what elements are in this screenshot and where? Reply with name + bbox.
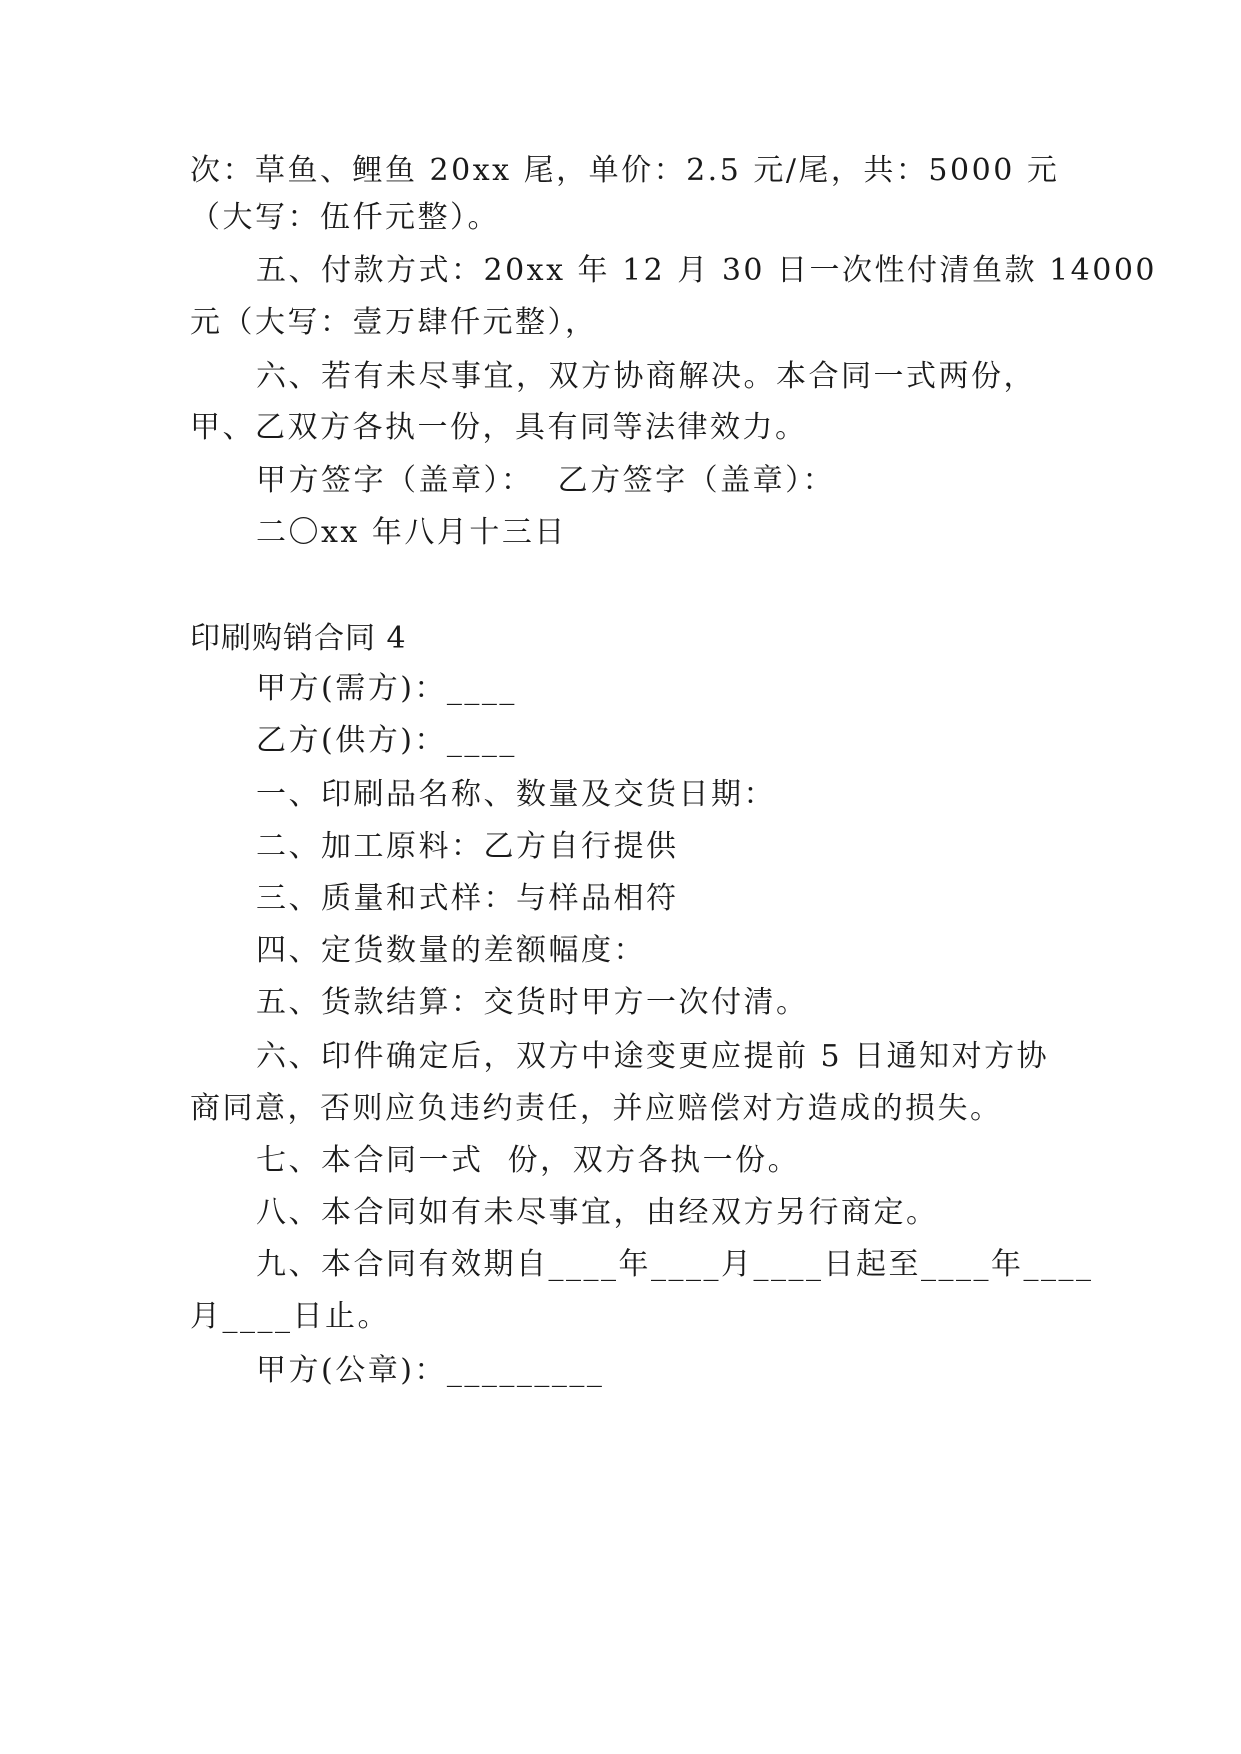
text-line-6: 甲、乙双方各执一份，具有同等法律效力。 xyxy=(190,410,808,445)
party-b-line: 乙方(供方)：____ xyxy=(256,723,517,758)
clause-9-continued: 月____日止。 xyxy=(190,1299,390,1334)
clause-7: 七、本合同一式 份，双方各执一份。 xyxy=(256,1143,801,1178)
clause-6: 六、印件确定后，双方中途变更应提前 5 日通知对方协 xyxy=(256,1039,1050,1074)
clause-1: 一、印刷品名称、数量及交货日期： xyxy=(256,777,776,812)
text-line-4: 元（大写：壹万肆仟元整）， xyxy=(190,305,598,340)
clause-8: 八、本合同如有未尽事宜，由经双方另行商定。 xyxy=(256,1195,939,1230)
clause-9: 九、本合同有效期自____年____月____日起至____年____ xyxy=(256,1247,1094,1282)
clause-2: 二、加工原料：乙方自行提供 xyxy=(256,829,679,864)
clause-5: 五、货款结算：交货时甲方一次付清。 xyxy=(256,985,809,1020)
clause-3: 三、质量和式样：与样品相符 xyxy=(256,881,679,916)
party-a-seal-line: 甲方(公章)：_________ xyxy=(256,1353,605,1388)
party-a-line: 甲方(需方)：____ xyxy=(256,671,517,706)
date-line: 二〇xx 年八月十三日 xyxy=(256,515,567,550)
signature-line: 甲方签字（盖章）： 乙方签字（盖章）： xyxy=(256,463,836,498)
clause-4: 四、定货数量的差额幅度： xyxy=(256,933,646,968)
clause-6-matters: 六、若有未尽事宜，双方协商解决。本合同一式两份， xyxy=(256,359,1036,394)
clause-6-continued: 商同意，否则应负违约责任，并应赔偿对方造成的损失。 xyxy=(190,1091,1003,1126)
clause-5-payment: 五、付款方式：20xx 年 12 月 30 日一次性付清鱼款 14000 xyxy=(256,253,1158,288)
text-line-1: 次：草鱼、鲤鱼 20xx 尾，单价：2.5 元/尾，共：5000 元 xyxy=(190,153,1060,188)
section-title: 印刷购销合同 4 xyxy=(190,621,407,656)
text-line-2: （大写：伍仟元整）。 xyxy=(190,200,500,235)
